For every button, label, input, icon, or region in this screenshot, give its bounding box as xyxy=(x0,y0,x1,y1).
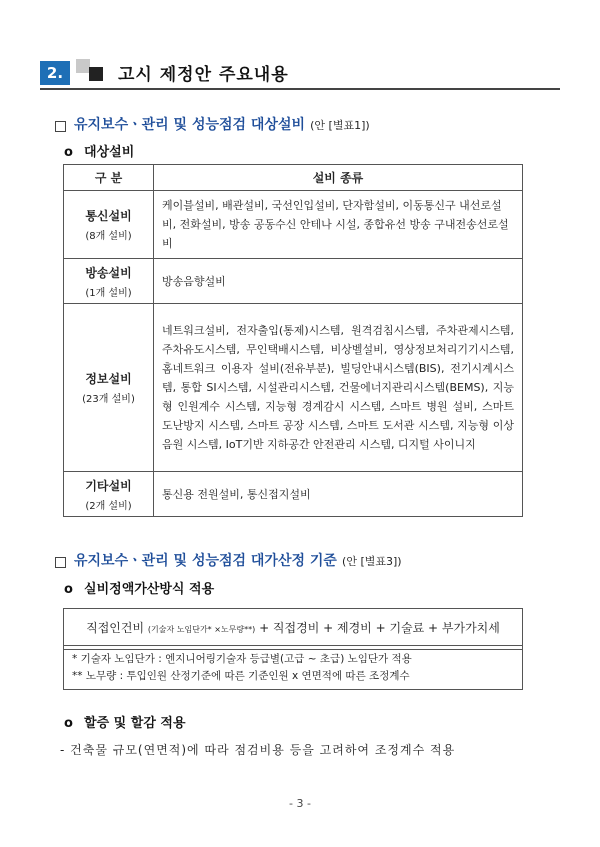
category-name: 기타설비 xyxy=(85,478,132,493)
formula-part1: 직접인건비 xyxy=(86,621,145,635)
bullet-item xyxy=(64,712,186,731)
category-cell xyxy=(64,304,154,472)
subsection-heading-1 xyxy=(74,114,370,134)
section-number: 2. xyxy=(40,61,70,85)
cost-formula-box xyxy=(63,608,523,646)
table-header-category: 구 분 xyxy=(64,165,154,191)
table-row xyxy=(64,259,523,304)
subsection-note: (안 [별표3]) xyxy=(342,555,402,568)
section-divider xyxy=(40,88,560,90)
note-line: * 기술자 노임단가 : 엔지니어링기술자 등급별(고급 ~ 초급) 노임단가 적용 xyxy=(72,653,412,665)
decorative-square-light xyxy=(76,59,90,73)
dash-item: - 건축물 규모(연면적)에 따라 점검비용 등을 고려하여 조정계수 적용 xyxy=(60,743,456,757)
bullet-item xyxy=(64,141,134,160)
category-name: 방송설비 xyxy=(85,265,132,280)
table-row xyxy=(64,191,523,259)
formula-part2: + 직접경비 + 제경비 + 기술료 + 부가가치세 xyxy=(259,621,500,635)
note-line: ** 노무량 : 투입인원 산정기준에 따른 기준인원 x 연면적에 따른 조정계수 xyxy=(72,670,410,682)
subsection-note: (안 [별표1]) xyxy=(310,119,370,132)
items-cell: 방송음향설비 xyxy=(154,259,523,304)
category-cell xyxy=(64,191,154,259)
subsection-title: 유지보수ㆍ관리 및 성능점검 대상설비 xyxy=(74,117,306,133)
items-cell: 통신용 전원설비, 통신접지설비 xyxy=(154,472,523,517)
bullet-marker: o xyxy=(64,582,73,597)
table-header-types: 설비 종류 xyxy=(154,165,523,191)
table-header-row xyxy=(64,165,523,191)
table-row xyxy=(64,304,523,472)
category-count: (8개 설비) xyxy=(85,231,132,242)
bullet-marker: o xyxy=(64,145,73,160)
decorative-square-dark xyxy=(89,67,103,81)
category-cell xyxy=(64,472,154,517)
checkbox-square-icon xyxy=(55,557,66,568)
subsection-heading-2 xyxy=(74,550,402,570)
bullet-marker: o xyxy=(64,716,73,731)
category-count: (2개 설비) xyxy=(85,500,132,512)
formula-notes-box xyxy=(63,646,523,690)
category-name: 정보설비 xyxy=(85,372,132,386)
facilities-table xyxy=(63,164,523,517)
category-count: (23개 설비) xyxy=(82,394,135,405)
bullet-label: 실비정액가산방식 적용 xyxy=(84,582,215,597)
category-name: 통신설비 xyxy=(85,209,132,223)
items-cell: 케이블설비, 배관설비, 국선인입설비, 단자함설비, 이동통신구 내선로설비, 전화설비, 방송 공동수신 안테나 시설, 종합유선 방송 구내전송선로설비 xyxy=(154,191,523,259)
category-cell xyxy=(64,259,154,304)
section-title: 고시 제정안 주요내용 xyxy=(118,65,289,85)
bullet-label: 할증 및 할감 적용 xyxy=(84,716,186,731)
bullet-label: 대상설비 xyxy=(84,145,135,160)
page-number: - 3 - xyxy=(289,797,311,810)
items-cell: 네트워크설비, 전자출입(통제)시스템, 원격검침시스템, 주차관제시스템, 주차유도시스템, 무인택배시스템, 비상벨설비, 영상정보처리기기시스템, 홈네트워크 이용자 설비(전유부분), 빌딩안내시스템(BIS), 전기시계시스템, 통합 SI시스템, 시설관리시스템, 건물에너지관리시스템(BEMS), 지능형 인원계수 시스템, 지능형 경계감시 시스템, 스마트 병원 설비, 스마트 도난방지 시스템, 스마트 공장 시스템, 스마트 도서관 시스템, 지능형 이상음원 시스템, IoT기반 지하공간 안전관리 시스템, 디지털 사이니지 xyxy=(154,304,523,472)
subsection-title: 유지보수ㆍ관리 및 성능점검 대가산정 기준 xyxy=(74,553,337,569)
table-row xyxy=(64,472,523,517)
checkbox-square-icon xyxy=(55,121,66,132)
bullet-item xyxy=(64,578,214,597)
formula-part1-note: (기술자 노임단가* ×노무량**) xyxy=(147,625,256,634)
category-count: (1개 설비) xyxy=(85,287,132,299)
